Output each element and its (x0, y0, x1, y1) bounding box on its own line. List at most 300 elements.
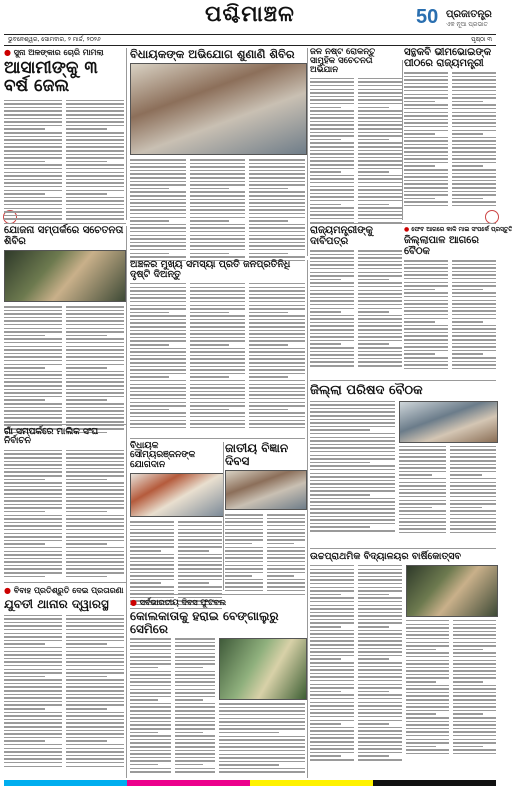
body-text-column (310, 78, 354, 226)
text-line (130, 735, 171, 737)
text-line (130, 416, 186, 418)
text-line (130, 362, 186, 364)
text-line (406, 713, 436, 715)
text-line (358, 286, 402, 288)
text-line (4, 193, 45, 195)
text-line (175, 732, 203, 734)
article-a8 (404, 226, 512, 376)
text-line (310, 673, 354, 675)
text-line (358, 597, 402, 599)
text-line (190, 423, 246, 425)
body-text-column (267, 514, 305, 594)
text-line (452, 194, 496, 196)
text-line (310, 640, 354, 642)
text-line (310, 712, 354, 714)
text-line (310, 662, 354, 664)
text-line (130, 235, 186, 237)
text-line (175, 685, 216, 687)
text-line (219, 736, 305, 738)
text-line (190, 409, 229, 411)
text-line (4, 313, 62, 315)
text-line (66, 324, 124, 326)
text-line (66, 353, 124, 355)
text-line (450, 478, 497, 480)
bullet-icon: ● (4, 586, 14, 595)
text-line (406, 695, 449, 697)
text-line (310, 626, 341, 628)
text-line (452, 328, 496, 330)
text-line (178, 539, 222, 541)
text-line (130, 663, 171, 665)
text-line (406, 717, 449, 719)
text-line (130, 674, 171, 676)
text-line (4, 356, 62, 358)
text-line (358, 730, 402, 732)
text-line (175, 678, 216, 680)
text-line (190, 173, 246, 175)
text-line (4, 407, 62, 409)
text-line (404, 274, 448, 276)
text-line (4, 479, 45, 481)
column-divider (126, 226, 127, 778)
text-line (4, 665, 62, 667)
text-line (219, 710, 305, 712)
text-line (453, 667, 496, 669)
text-line (4, 694, 62, 696)
text-line (66, 342, 124, 344)
column-divider (402, 60, 403, 220)
text-line (310, 293, 354, 295)
text-line (452, 86, 496, 88)
text-line (358, 601, 402, 603)
text-line (358, 666, 402, 668)
text-line (66, 622, 124, 624)
text-line (130, 564, 174, 566)
text-line (249, 245, 305, 247)
text-line (404, 282, 448, 284)
article-a4 (404, 48, 496, 220)
text-line (404, 368, 448, 370)
text-line (4, 640, 62, 642)
text-line (66, 168, 124, 170)
text-line (358, 569, 402, 571)
text-line (450, 507, 483, 509)
text-line (190, 184, 246, 186)
text-line (130, 391, 186, 393)
text-line (249, 427, 305, 429)
body-text-column (225, 514, 263, 594)
text-line (267, 525, 305, 527)
text-line (358, 347, 402, 349)
text-line (452, 137, 496, 139)
text-line (4, 306, 62, 308)
text-line (66, 128, 107, 130)
text-line (452, 101, 483, 103)
text-line (66, 346, 124, 348)
text-line (358, 171, 389, 173)
text-line (310, 752, 354, 754)
text-line (310, 89, 354, 91)
text-line (358, 333, 402, 335)
text-line (4, 450, 62, 452)
article-headline: ଆସାମୀଙ୍କୁ ୩ ବର୍ଷ ଜେଲ (4, 58, 98, 96)
text-line (219, 703, 305, 705)
text-line (66, 125, 124, 127)
text-line (4, 522, 62, 524)
text-line (399, 467, 446, 469)
text-line (310, 164, 354, 166)
text-line (452, 155, 496, 157)
text-line (130, 163, 186, 165)
text-line (190, 326, 246, 328)
text-line (358, 96, 402, 98)
text-line (358, 142, 402, 144)
text-line (130, 290, 186, 292)
text-line (4, 310, 62, 312)
text-line (4, 615, 62, 617)
text-line (452, 183, 496, 185)
text-line (225, 529, 263, 531)
text-line (66, 186, 124, 188)
text-line (358, 264, 402, 266)
text-line (130, 308, 186, 310)
article-headline: ଜାତୀୟ ବିଜ୍ଞାନ ଦିବସ (225, 441, 289, 468)
text-line (66, 364, 124, 366)
text-line (4, 547, 62, 549)
article-headline: ବିଧାୟକ ସୌମ୍ୟରଞ୍ଜନଙ୍କ ଯୋଗଦାନ (130, 441, 196, 470)
text-line (399, 503, 446, 505)
text-line (450, 500, 497, 502)
text-line (452, 191, 496, 193)
text-line (358, 687, 402, 689)
article-headline: ଯୋଜନା ସମ୍ପର୍କରେ ସଚେତନତା ଶିବିର (4, 225, 124, 247)
text-line (358, 579, 402, 581)
text-line (4, 529, 62, 531)
text-line (130, 256, 186, 258)
text-line (4, 125, 62, 127)
text-line (4, 554, 62, 556)
text-line (4, 157, 62, 159)
text-line (66, 672, 124, 674)
text-line (4, 353, 62, 355)
text-line (130, 689, 171, 691)
text-line (190, 238, 246, 240)
text-line (358, 211, 402, 213)
text-line (225, 561, 263, 563)
text-line (66, 640, 124, 642)
text-line (310, 300, 354, 302)
text-line (130, 768, 171, 770)
text-line (66, 367, 107, 369)
text-line (399, 532, 446, 534)
text-line (130, 678, 171, 680)
text-line (358, 615, 402, 617)
text-line (404, 112, 448, 114)
text-line (66, 475, 124, 477)
text-line (249, 294, 305, 296)
text-line (310, 139, 341, 141)
text-line (66, 331, 124, 333)
text-line (4, 497, 62, 499)
text-line (178, 579, 222, 581)
text-line (399, 464, 446, 466)
text-line (225, 525, 263, 527)
text-line (310, 622, 354, 624)
text-line (175, 735, 216, 737)
text-line (4, 421, 62, 423)
text-line (404, 303, 448, 305)
text-line (249, 253, 288, 255)
text-line (310, 691, 341, 693)
text-line (450, 474, 483, 476)
text-line (358, 644, 402, 646)
text-line (66, 335, 107, 337)
text-line (130, 366, 186, 368)
text-line (66, 719, 124, 721)
text-line (310, 644, 354, 646)
body-text-column (190, 283, 246, 433)
text-line (406, 724, 449, 726)
text-line (66, 306, 124, 308)
text-line (66, 572, 124, 574)
text-line (190, 405, 246, 407)
text-line (358, 745, 402, 747)
text-line (404, 271, 448, 273)
text-line (249, 177, 305, 179)
text-line (358, 576, 402, 578)
text-line (4, 672, 62, 674)
text-line (190, 427, 246, 429)
text-line (358, 655, 402, 657)
text-line (66, 154, 124, 156)
text-line (4, 403, 62, 405)
article-body (310, 78, 402, 226)
text-line (4, 493, 62, 495)
text-line (358, 658, 389, 660)
text-line (4, 561, 62, 563)
text-line (310, 519, 395, 521)
text-line (453, 699, 496, 701)
text-line (225, 536, 263, 538)
column-divider (307, 260, 308, 778)
text-line (310, 401, 395, 403)
text-line (310, 455, 395, 457)
text-line (404, 353, 435, 355)
text-line (453, 649, 483, 651)
text-line (4, 410, 62, 412)
text-line (310, 304, 354, 306)
text-line (4, 218, 62, 220)
text-line (310, 318, 354, 320)
text-line (249, 206, 305, 208)
page-number: ପୃଷ୍ଠା ୩ (471, 36, 492, 43)
article-photo (4, 250, 126, 302)
text-line (310, 254, 354, 256)
text-line (190, 166, 246, 168)
text-line (267, 514, 305, 516)
text-line (190, 213, 246, 215)
text-line (66, 547, 124, 549)
text-line (66, 748, 124, 750)
text-line (130, 231, 186, 233)
section-title: ପଶ୍ଚିମାଞ୍ଚଳ (205, 2, 295, 27)
text-line (358, 268, 402, 270)
text-line (404, 79, 448, 81)
article-body (219, 703, 305, 775)
text-line (310, 347, 354, 349)
text-line (310, 666, 354, 668)
article-headline: ଅଞ୍ଚଳର ମୁଖ୍ୟ ସମସ୍ୟା ପ୍ରତି ଜନପ୍ରତିନିଧି ଦୃଷ୍ଟି ଦିଅନ୍ତୁ (130, 259, 291, 280)
text-line (453, 685, 496, 687)
text-line (310, 204, 341, 206)
text-line (4, 719, 62, 721)
text-line (310, 297, 354, 299)
text-line (130, 283, 186, 285)
text-line (358, 150, 402, 152)
article-photo (130, 63, 307, 155)
bullet-icon: ● (4, 48, 14, 57)
text-line (249, 362, 305, 364)
text-line (130, 710, 171, 712)
text-line (310, 501, 395, 503)
text-line (452, 126, 496, 128)
text-line (358, 737, 402, 739)
text-line (310, 433, 395, 435)
text-line (249, 301, 305, 303)
text-line (249, 344, 288, 346)
text-line (130, 699, 158, 701)
text-line (450, 525, 497, 527)
text-line (358, 626, 389, 628)
article-kicker: ● ବିବାହ ପ୍ରତିଶ୍ରୁତି ଦେଇ ପ୍ରତାରଣା (4, 586, 124, 595)
text-line (453, 652, 496, 654)
text-line (406, 649, 436, 651)
text-line (178, 521, 222, 523)
text-line (404, 137, 448, 139)
text-line (452, 169, 496, 171)
text-line (267, 539, 305, 541)
text-line (406, 735, 449, 737)
text-line (310, 189, 354, 191)
body-text-column (66, 615, 124, 770)
text-line (358, 720, 402, 722)
text-line (310, 282, 354, 284)
text-line (310, 655, 354, 657)
text-line (452, 271, 496, 273)
article-body (4, 306, 124, 436)
text-line (66, 193, 107, 195)
text-line (450, 449, 497, 451)
text-line (310, 160, 354, 162)
text-line (310, 117, 354, 119)
text-line (358, 153, 402, 155)
text-line (267, 586, 305, 588)
text-line (4, 211, 62, 213)
text-line (4, 324, 62, 326)
text-line (358, 612, 402, 614)
text-line (450, 467, 497, 469)
text-line (406, 699, 449, 701)
text-line (130, 728, 171, 730)
text-line (453, 713, 483, 715)
text-line (219, 761, 305, 763)
text-line (310, 576, 354, 578)
text-line (450, 460, 497, 462)
text-line (399, 525, 446, 527)
text-line (404, 325, 448, 327)
text-line (4, 748, 62, 750)
text-line (406, 627, 449, 629)
text-line (178, 554, 222, 556)
text-line (358, 103, 402, 105)
text-line (4, 676, 45, 678)
text-line (130, 351, 186, 353)
text-line (310, 354, 354, 356)
text-line (310, 745, 354, 747)
text-line (66, 543, 107, 545)
text-line (310, 694, 354, 696)
text-line (178, 564, 222, 566)
text-line (190, 199, 246, 201)
text-line (66, 647, 124, 649)
text-line (4, 168, 62, 170)
text-line (399, 449, 446, 451)
text-line (219, 754, 305, 756)
text-line (219, 707, 305, 709)
text-line (66, 457, 124, 459)
text-line (399, 485, 446, 487)
text-line (406, 674, 449, 676)
text-line (249, 420, 305, 422)
text-line (66, 751, 124, 753)
text-line (190, 398, 246, 400)
text-line (450, 521, 497, 523)
text-line (267, 579, 305, 581)
text-line (358, 594, 389, 596)
text-line (66, 568, 124, 570)
text-line (452, 108, 496, 110)
text-line (66, 540, 124, 542)
text-line (4, 762, 62, 764)
text-line (4, 625, 62, 627)
text-line (4, 338, 62, 340)
text-line (358, 716, 402, 718)
text-line (358, 157, 402, 159)
article-headline: ଜିଲ୍ଲା ପରିଷଦ ବୈଠକ (310, 383, 423, 398)
text-line (358, 89, 402, 91)
text-line (66, 629, 124, 631)
text-line (225, 590, 263, 592)
text-line (130, 294, 186, 296)
text-line (249, 235, 305, 237)
text-line (452, 339, 496, 341)
text-line (358, 741, 402, 743)
text-line (66, 500, 124, 502)
article-a1 (4, 48, 124, 220)
text-line (190, 170, 246, 172)
text-line (4, 511, 45, 513)
text-line (66, 421, 124, 423)
text-line (358, 272, 402, 274)
text-line (404, 122, 448, 124)
text-line (130, 384, 186, 386)
article-body (130, 159, 305, 264)
text-line (249, 366, 305, 368)
text-line (219, 764, 279, 766)
text-line (453, 710, 496, 712)
text-line (4, 136, 62, 138)
text-line (404, 97, 448, 99)
